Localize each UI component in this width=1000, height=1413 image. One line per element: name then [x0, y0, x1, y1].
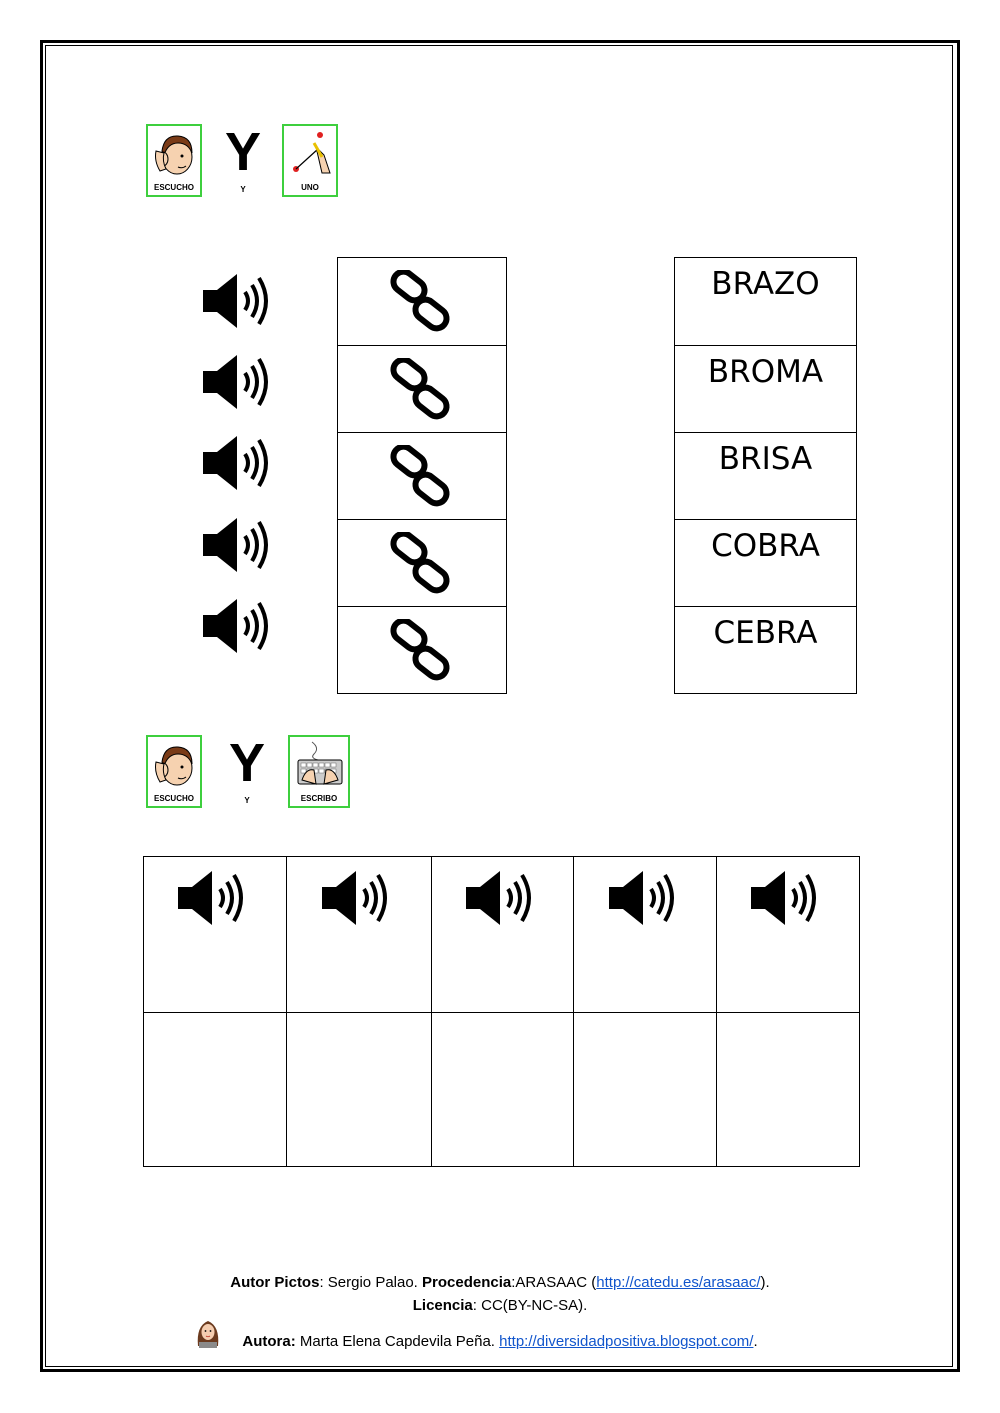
word-option[interactable]: CEBRA: [675, 606, 856, 693]
license-label: Licencia: [412, 1297, 473, 1314]
autora-label: Autora:: [242, 1333, 296, 1350]
chain-link-icon[interactable]: [388, 358, 454, 420]
author-pictos-value: : Sergio Palao.: [319, 1274, 423, 1291]
word-option[interactable]: BRISA: [675, 432, 856, 519]
page-border-inner: [45, 45, 953, 1367]
chain-link-icon[interactable]: [388, 445, 454, 507]
blog-link[interactable]: http://diversidadpositiva.blogspot.com/: [499, 1333, 754, 1350]
link-slot[interactable]: [338, 258, 506, 345]
license-value: : CC(BY-NC-SA).: [472, 1297, 588, 1314]
line3-end: .: [753, 1333, 758, 1350]
grid-audio-cell: [432, 857, 574, 1011]
join-dots-icon: [288, 129, 334, 179]
grid-audio-cell: [144, 857, 286, 1011]
escucho-picto: [146, 124, 202, 197]
link-slot[interactable]: [338, 519, 506, 606]
speaker-icon[interactable]: [176, 867, 246, 929]
picto-label: ESCUCHO: [153, 183, 194, 192]
answer-input-cell[interactable]: [144, 1013, 286, 1166]
speaker-icon[interactable]: [201, 514, 271, 576]
ear-listen-icon: [152, 129, 198, 179]
link-slot[interactable]: [338, 606, 506, 693]
credits-line-3: [0, 1333, 1000, 1350]
grid-audio-cell: [575, 857, 717, 1011]
picto-label: Y: [244, 796, 250, 805]
speaker-icon[interactable]: [607, 867, 677, 929]
speaker-icon[interactable]: [464, 867, 534, 929]
dictation-grid: [143, 856, 860, 1167]
word-option[interactable]: BRAZO: [711, 266, 820, 302]
picto-label: ESCUCHO: [153, 794, 194, 803]
picto-label: UNO: [301, 183, 319, 192]
keyboard-typing-icon: [294, 740, 346, 790]
link-column: [337, 257, 507, 694]
escribo-picto: [288, 735, 350, 808]
source-end: ).: [760, 1274, 770, 1291]
answer-input-cell[interactable]: [287, 1013, 431, 1166]
word-option[interactable]: COBRA: [675, 519, 856, 606]
autora-value: Marta Elena Capdevila Peña.: [295, 1333, 500, 1350]
grid-audio-cell: [717, 857, 859, 1011]
chain-link-icon[interactable]: [388, 270, 454, 332]
picto-label: ESCRIBO: [300, 794, 338, 803]
picto-label: Y: [240, 185, 246, 194]
author-pictos-label: Autor Pictos: [230, 1274, 320, 1291]
word-option[interactable]: BROMA: [675, 345, 856, 432]
speaker-icon[interactable]: [201, 270, 271, 332]
credits-line-2: [0, 1297, 1000, 1314]
speaker-icon[interactable]: [201, 351, 271, 413]
chain-link-icon[interactable]: [388, 619, 454, 681]
word-column: [674, 257, 857, 694]
y-letter: Y: [228, 733, 266, 793]
escucho-picto: [146, 735, 202, 808]
y-picto: [219, 124, 267, 197]
speaker-icon[interactable]: [749, 867, 819, 929]
credits-line-1: [0, 1274, 1000, 1291]
speaker-icon[interactable]: [201, 432, 271, 494]
speaker-icon[interactable]: [201, 595, 271, 657]
link-slot[interactable]: [338, 432, 506, 519]
link-slot[interactable]: [338, 345, 506, 432]
answer-input-cell[interactable]: [717, 1013, 859, 1166]
source-label: Procedencia: [422, 1274, 512, 1291]
answer-input-cell[interactable]: [432, 1013, 573, 1166]
speaker-icon[interactable]: [320, 867, 390, 929]
answer-input-cell[interactable]: [574, 1013, 716, 1166]
ear-listen-icon: [152, 740, 198, 790]
chain-link-icon[interactable]: [388, 532, 454, 594]
uno-picto: [282, 124, 338, 197]
y-picto: [223, 735, 271, 808]
source-value: :ARASAAC (: [511, 1274, 597, 1291]
y-letter: Y: [224, 122, 262, 182]
arasaac-link[interactable]: http://catedu.es/arasaac/: [596, 1274, 761, 1291]
grid-audio-cell: [288, 857, 430, 1011]
